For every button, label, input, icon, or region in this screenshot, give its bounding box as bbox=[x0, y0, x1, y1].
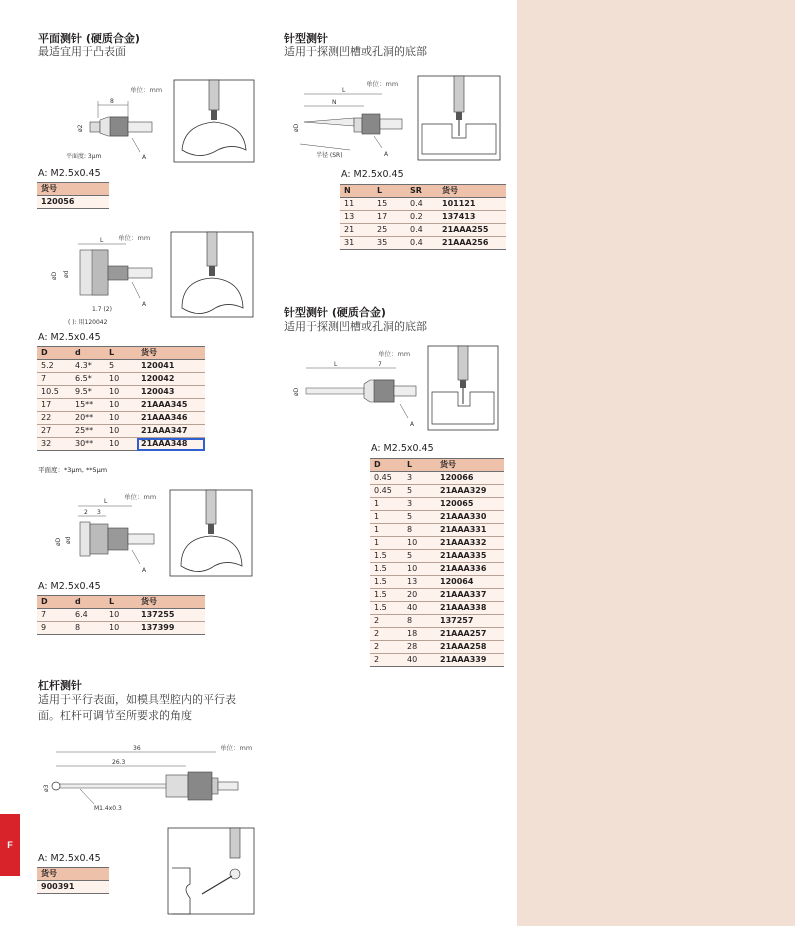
table-row[interactable] bbox=[37, 196, 109, 209]
unit-label: 单位：mm bbox=[130, 86, 163, 94]
table-row[interactable] bbox=[37, 386, 205, 399]
table-cell[interactable]: 22 bbox=[37, 412, 71, 425]
table-cell[interactable]: 8 bbox=[71, 622, 105, 635]
table-cell[interactable]: 1.5 bbox=[370, 576, 403, 589]
table-cell[interactable]: 0.2 bbox=[406, 211, 438, 224]
table-header-row bbox=[37, 868, 109, 881]
radius-label: 半径 (SR) bbox=[316, 152, 343, 159]
table-row[interactable] bbox=[370, 563, 504, 576]
thread-label: M1.4x0.3 bbox=[94, 805, 122, 812]
part-number[interactable]: 137257 bbox=[436, 615, 504, 628]
table-row[interactable] bbox=[37, 373, 205, 386]
needle-carbide-parts-table bbox=[370, 458, 504, 667]
table-cell[interactable]: 6.5* bbox=[71, 373, 105, 386]
table-cell[interactable]: 1 bbox=[370, 511, 403, 524]
dim-l: L bbox=[342, 87, 346, 94]
part-number[interactable]: 120056 bbox=[37, 196, 109, 209]
table-cell[interactable]: 1 bbox=[370, 498, 403, 511]
table-row[interactable] bbox=[370, 589, 504, 602]
table-cell[interactable]: 3 bbox=[403, 472, 436, 485]
table-cell[interactable]: 5 bbox=[403, 485, 436, 498]
table-cell[interactable]: 0.45 bbox=[370, 485, 403, 498]
table-row[interactable] bbox=[370, 511, 504, 524]
table-cell[interactable]: 1 bbox=[370, 524, 403, 537]
lever-usage-diagram bbox=[168, 828, 256, 916]
table-cell[interactable]: 10 bbox=[105, 412, 137, 425]
table-row[interactable] bbox=[37, 425, 205, 438]
table-cell[interactable]: 11 bbox=[340, 198, 373, 211]
table-cell[interactable]: 10 bbox=[403, 537, 436, 550]
col-part-no: 货号 bbox=[137, 347, 205, 360]
part-number[interactable]: 120065 bbox=[436, 498, 504, 511]
table-cell[interactable]: 0.4 bbox=[406, 237, 438, 250]
table-header-row bbox=[37, 183, 109, 196]
table-cell[interactable]: 10 bbox=[105, 386, 137, 399]
table-cell[interactable]: 2 bbox=[370, 615, 403, 628]
needle-carbide-diagram bbox=[290, 344, 505, 434]
table-cell[interactable]: 18 bbox=[403, 628, 436, 641]
part-number[interactable]: 21AAA332 bbox=[436, 537, 504, 550]
dim-D: øD bbox=[293, 123, 300, 132]
table-row[interactable] bbox=[370, 602, 504, 615]
table-row[interactable] bbox=[370, 641, 504, 654]
part-number[interactable]: 137255 bbox=[137, 609, 205, 622]
table-cell[interactable]: 5 bbox=[403, 511, 436, 524]
table-row[interactable] bbox=[370, 524, 504, 537]
flat-d-diagram bbox=[48, 230, 258, 330]
table-cell[interactable]: 5.2 bbox=[37, 360, 71, 373]
part-number[interactable]: 21AAA346 bbox=[137, 412, 205, 425]
table-cell[interactable]: 40 bbox=[403, 602, 436, 615]
col-L: L bbox=[403, 459, 436, 472]
dim-n: N bbox=[332, 99, 337, 106]
table-cell[interactable]: 20 bbox=[403, 589, 436, 602]
table-cell[interactable]: 1.5 bbox=[370, 602, 403, 615]
flat-step-diagram bbox=[48, 490, 258, 578]
col-part-no: 货号 bbox=[37, 183, 109, 196]
table-row[interactable] bbox=[340, 224, 506, 237]
table-header-row bbox=[370, 459, 504, 472]
col-N: N bbox=[340, 185, 373, 198]
label-a: A bbox=[142, 567, 147, 574]
dim-2: 2 bbox=[84, 509, 88, 516]
table-cell[interactable]: 31 bbox=[340, 237, 373, 250]
unit-label: 单位：mm bbox=[118, 234, 151, 242]
table-row[interactable] bbox=[370, 576, 504, 589]
dim-D: øD bbox=[51, 271, 58, 280]
lever-subtitle-1: 适用于平行表面，如模具型腔内的平行表 bbox=[38, 693, 236, 706]
table-cell[interactable]: 27 bbox=[37, 425, 71, 438]
dim-dia: ø2 bbox=[77, 124, 84, 132]
col-D: D bbox=[37, 347, 71, 360]
table-cell[interactable]: 30** bbox=[71, 438, 105, 451]
flatness-note: 平面度: 3µm bbox=[66, 153, 102, 160]
needle-carbide-thread: A: M2.5x0.45 bbox=[371, 443, 434, 454]
table-row[interactable] bbox=[370, 537, 504, 550]
part-number[interactable]: 21AAA329 bbox=[436, 485, 504, 498]
col-D: D bbox=[370, 459, 403, 472]
table-cell[interactable]: 1.5 bbox=[370, 563, 403, 576]
part-number[interactable]: 21AAA331 bbox=[436, 524, 504, 537]
part-number[interactable]: 120064 bbox=[436, 576, 504, 589]
lever-diagram bbox=[40, 740, 255, 815]
dim-D: øD bbox=[293, 387, 300, 396]
table-cell[interactable]: 1.5 bbox=[370, 589, 403, 602]
part-number[interactable]: 101121 bbox=[438, 198, 506, 211]
table-cell[interactable]: 5 bbox=[105, 360, 137, 373]
table-cell[interactable]: 13 bbox=[403, 576, 436, 589]
lever-thread: A: M2.5x0.45 bbox=[38, 853, 101, 864]
flat-title: 平面测针 (硬质合金) bbox=[38, 32, 140, 45]
table-cell[interactable]: 4.3* bbox=[71, 360, 105, 373]
table-cell[interactable]: 28 bbox=[403, 641, 436, 654]
table-cell[interactable]: 0.4 bbox=[406, 198, 438, 211]
dim-d: ød bbox=[65, 536, 72, 544]
flat-d-parts-table bbox=[37, 346, 205, 451]
dim-7: 7 bbox=[378, 361, 382, 368]
table-cell[interactable]: 1 bbox=[370, 537, 403, 550]
part-number[interactable]: 21AAA345 bbox=[137, 399, 205, 412]
table-cell[interactable]: 25 bbox=[373, 224, 406, 237]
table-cell[interactable]: 10 bbox=[105, 399, 137, 412]
dim-note: ( ): 用120042 bbox=[68, 319, 108, 326]
table-cell[interactable]: 10 bbox=[105, 622, 137, 635]
col-L: L bbox=[105, 347, 137, 360]
table-cell[interactable]: 2 bbox=[370, 641, 403, 654]
table-row[interactable] bbox=[37, 412, 205, 425]
part-number[interactable]: 137413 bbox=[438, 211, 506, 224]
table-row[interactable] bbox=[370, 550, 504, 563]
table-cell[interactable]: 7 bbox=[37, 609, 71, 622]
table-cell[interactable]: 10 bbox=[105, 373, 137, 386]
flat-point-diagram bbox=[60, 80, 255, 165]
part-number[interactable]: 21AAA258 bbox=[436, 641, 504, 654]
table-cell[interactable]: 0.4 bbox=[406, 224, 438, 237]
part-number[interactable]: 21AAA256 bbox=[438, 237, 506, 250]
col-part-no: 货号 bbox=[37, 868, 109, 881]
lever-parts-table bbox=[37, 867, 109, 894]
part-number[interactable]: 21AAA347 bbox=[137, 425, 205, 438]
dim-36: 36 bbox=[133, 745, 141, 752]
dim-step: 1.7 (2) bbox=[92, 306, 112, 313]
table-cell[interactable]: 8 bbox=[403, 615, 436, 628]
flat-subtitle: 最适宜用于凸表面 bbox=[38, 45, 126, 58]
dim-l: L bbox=[100, 237, 104, 244]
table-row[interactable] bbox=[37, 360, 205, 373]
col-L: L bbox=[105, 596, 137, 609]
table-cell[interactable]: 10.5 bbox=[37, 386, 71, 399]
col-d: d bbox=[71, 596, 105, 609]
table-cell[interactable]: 21 bbox=[340, 224, 373, 237]
part-number[interactable]: 120066 bbox=[436, 472, 504, 485]
part-number[interactable]: 137399 bbox=[137, 622, 205, 635]
label-a: A bbox=[142, 154, 147, 161]
table-cell[interactable]: 2 bbox=[370, 654, 403, 667]
dim-length: 8 bbox=[110, 98, 114, 105]
table-cell[interactable]: 0.45 bbox=[370, 472, 403, 485]
table-cell[interactable]: 10 bbox=[403, 563, 436, 576]
needle-subtitle: 适用于探测凹槽或孔洞的底部 bbox=[284, 45, 427, 58]
table-cell[interactable]: 10 bbox=[105, 438, 137, 451]
table-row[interactable] bbox=[370, 472, 504, 485]
label-a: A bbox=[410, 421, 415, 428]
table-row[interactable] bbox=[37, 609, 205, 622]
part-number[interactable]: 21AAA330 bbox=[436, 511, 504, 524]
table-cell[interactable]: 10 bbox=[105, 609, 137, 622]
table-cell[interactable]: 35 bbox=[373, 237, 406, 250]
part-number[interactable]: 900391 bbox=[37, 881, 109, 894]
table-header-row bbox=[37, 596, 205, 609]
part-number[interactable]: 21AAA339 bbox=[436, 654, 504, 667]
section-tab[interactable] bbox=[0, 814, 20, 876]
needle-title: 针型测针 bbox=[284, 32, 328, 45]
part-number[interactable]: 120042 bbox=[137, 373, 205, 386]
dim-26-3: 26.3 bbox=[112, 759, 126, 766]
lever-title: 杠杆测针 bbox=[38, 679, 82, 692]
table-cell[interactable]: 40 bbox=[403, 654, 436, 667]
table-row[interactable] bbox=[37, 622, 205, 635]
table-cell[interactable]: 17 bbox=[37, 399, 71, 412]
dim-d: ød bbox=[63, 270, 70, 278]
col-SR: SR bbox=[406, 185, 438, 198]
table-row[interactable] bbox=[370, 654, 504, 667]
table-cell[interactable]: 10 bbox=[105, 425, 137, 438]
part-number[interactable]: 21AAA335 bbox=[436, 550, 504, 563]
table-cell[interactable]: 15 bbox=[373, 198, 406, 211]
table-row[interactable] bbox=[340, 211, 506, 224]
needle-diagram bbox=[290, 74, 505, 164]
table-cell[interactable]: 25** bbox=[71, 425, 105, 438]
col-part-no: 货号 bbox=[436, 459, 504, 472]
table-cell[interactable]: 9 bbox=[37, 622, 71, 635]
label-a: A bbox=[384, 151, 389, 158]
flat-thread: A: M2.5x0.45 bbox=[38, 168, 101, 179]
table-cell[interactable]: 15** bbox=[71, 399, 105, 412]
flatness-footnote: 平面度：*3µm, **5µm bbox=[38, 466, 108, 474]
part-number[interactable]: 21AAA337 bbox=[436, 589, 504, 602]
needle-carbide-subtitle: 适用于探测凹槽或孔洞的底部 bbox=[284, 320, 427, 333]
table-row[interactable] bbox=[37, 399, 205, 412]
col-part-no: 货号 bbox=[137, 596, 205, 609]
table-cell[interactable]: 6.4 bbox=[71, 609, 105, 622]
part-number[interactable]: 21AAA255 bbox=[438, 224, 506, 237]
table-row[interactable] bbox=[370, 615, 504, 628]
table-cell[interactable]: 1.5 bbox=[370, 550, 403, 563]
col-part-no: 货号 bbox=[438, 185, 506, 198]
table-cell[interactable]: 2 bbox=[370, 628, 403, 641]
needle-thread: A: M2.5x0.45 bbox=[341, 169, 404, 180]
table-row[interactable] bbox=[370, 628, 504, 641]
lever-subtitle-2: 面。杠杆可调节至所要求的角度 bbox=[38, 709, 192, 722]
col-D: D bbox=[37, 596, 71, 609]
dim-l: L bbox=[334, 361, 338, 368]
table-header-row bbox=[37, 347, 205, 360]
unit-label: 单位：mm bbox=[366, 80, 399, 88]
needle-parts-table bbox=[340, 184, 506, 250]
part-number[interactable]: 120043 bbox=[137, 386, 205, 399]
table-cell[interactable]: 17 bbox=[373, 211, 406, 224]
table-row[interactable] bbox=[370, 498, 504, 511]
part-number[interactable]: 120041 bbox=[137, 360, 205, 373]
table-cell[interactable]: 8 bbox=[403, 524, 436, 537]
table-cell[interactable]: 13 bbox=[340, 211, 373, 224]
table-row[interactable] bbox=[37, 881, 109, 894]
flat-d-thread: A: M2.5x0.45 bbox=[38, 332, 101, 343]
table-row[interactable] bbox=[37, 438, 205, 451]
dim-D: øD bbox=[55, 537, 62, 546]
table-row[interactable] bbox=[340, 198, 506, 211]
label-a: A bbox=[142, 301, 147, 308]
col-L: L bbox=[373, 185, 406, 198]
part-number[interactable]: 21AAA348 bbox=[137, 438, 205, 451]
dim-3: 3 bbox=[97, 509, 101, 516]
table-cell[interactable]: 3 bbox=[403, 498, 436, 511]
table-cell[interactable]: 9.5* bbox=[71, 386, 105, 399]
needle-carbide-title: 针型测针 (硬质合金) bbox=[284, 306, 386, 319]
table-row[interactable] bbox=[370, 485, 504, 498]
table-row[interactable] bbox=[340, 237, 506, 250]
table-cell[interactable]: 20** bbox=[71, 412, 105, 425]
flat-step-thread: A: M2.5x0.45 bbox=[38, 581, 101, 592]
table-cell[interactable]: 7 bbox=[37, 373, 71, 386]
table-header-row bbox=[340, 185, 506, 198]
side-panel bbox=[517, 0, 795, 926]
unit-label: 单位：mm bbox=[378, 350, 411, 358]
section-tab-label: F bbox=[7, 840, 13, 850]
part-number[interactable]: 21AAA336 bbox=[436, 563, 504, 576]
dim-dia: ø3 bbox=[43, 784, 50, 792]
table-cell[interactable]: 5 bbox=[403, 550, 436, 563]
col-d: d bbox=[71, 347, 105, 360]
flat-parts-table bbox=[37, 182, 109, 209]
part-number[interactable]: 21AAA338 bbox=[436, 602, 504, 615]
table-cell[interactable]: 32 bbox=[37, 438, 71, 451]
unit-label: 单位：mm bbox=[220, 744, 253, 752]
flat-step-parts-table bbox=[37, 595, 205, 635]
dim-l: L bbox=[104, 498, 108, 505]
part-number[interactable]: 21AAA257 bbox=[436, 628, 504, 641]
unit-label: 单位：mm bbox=[124, 493, 157, 501]
